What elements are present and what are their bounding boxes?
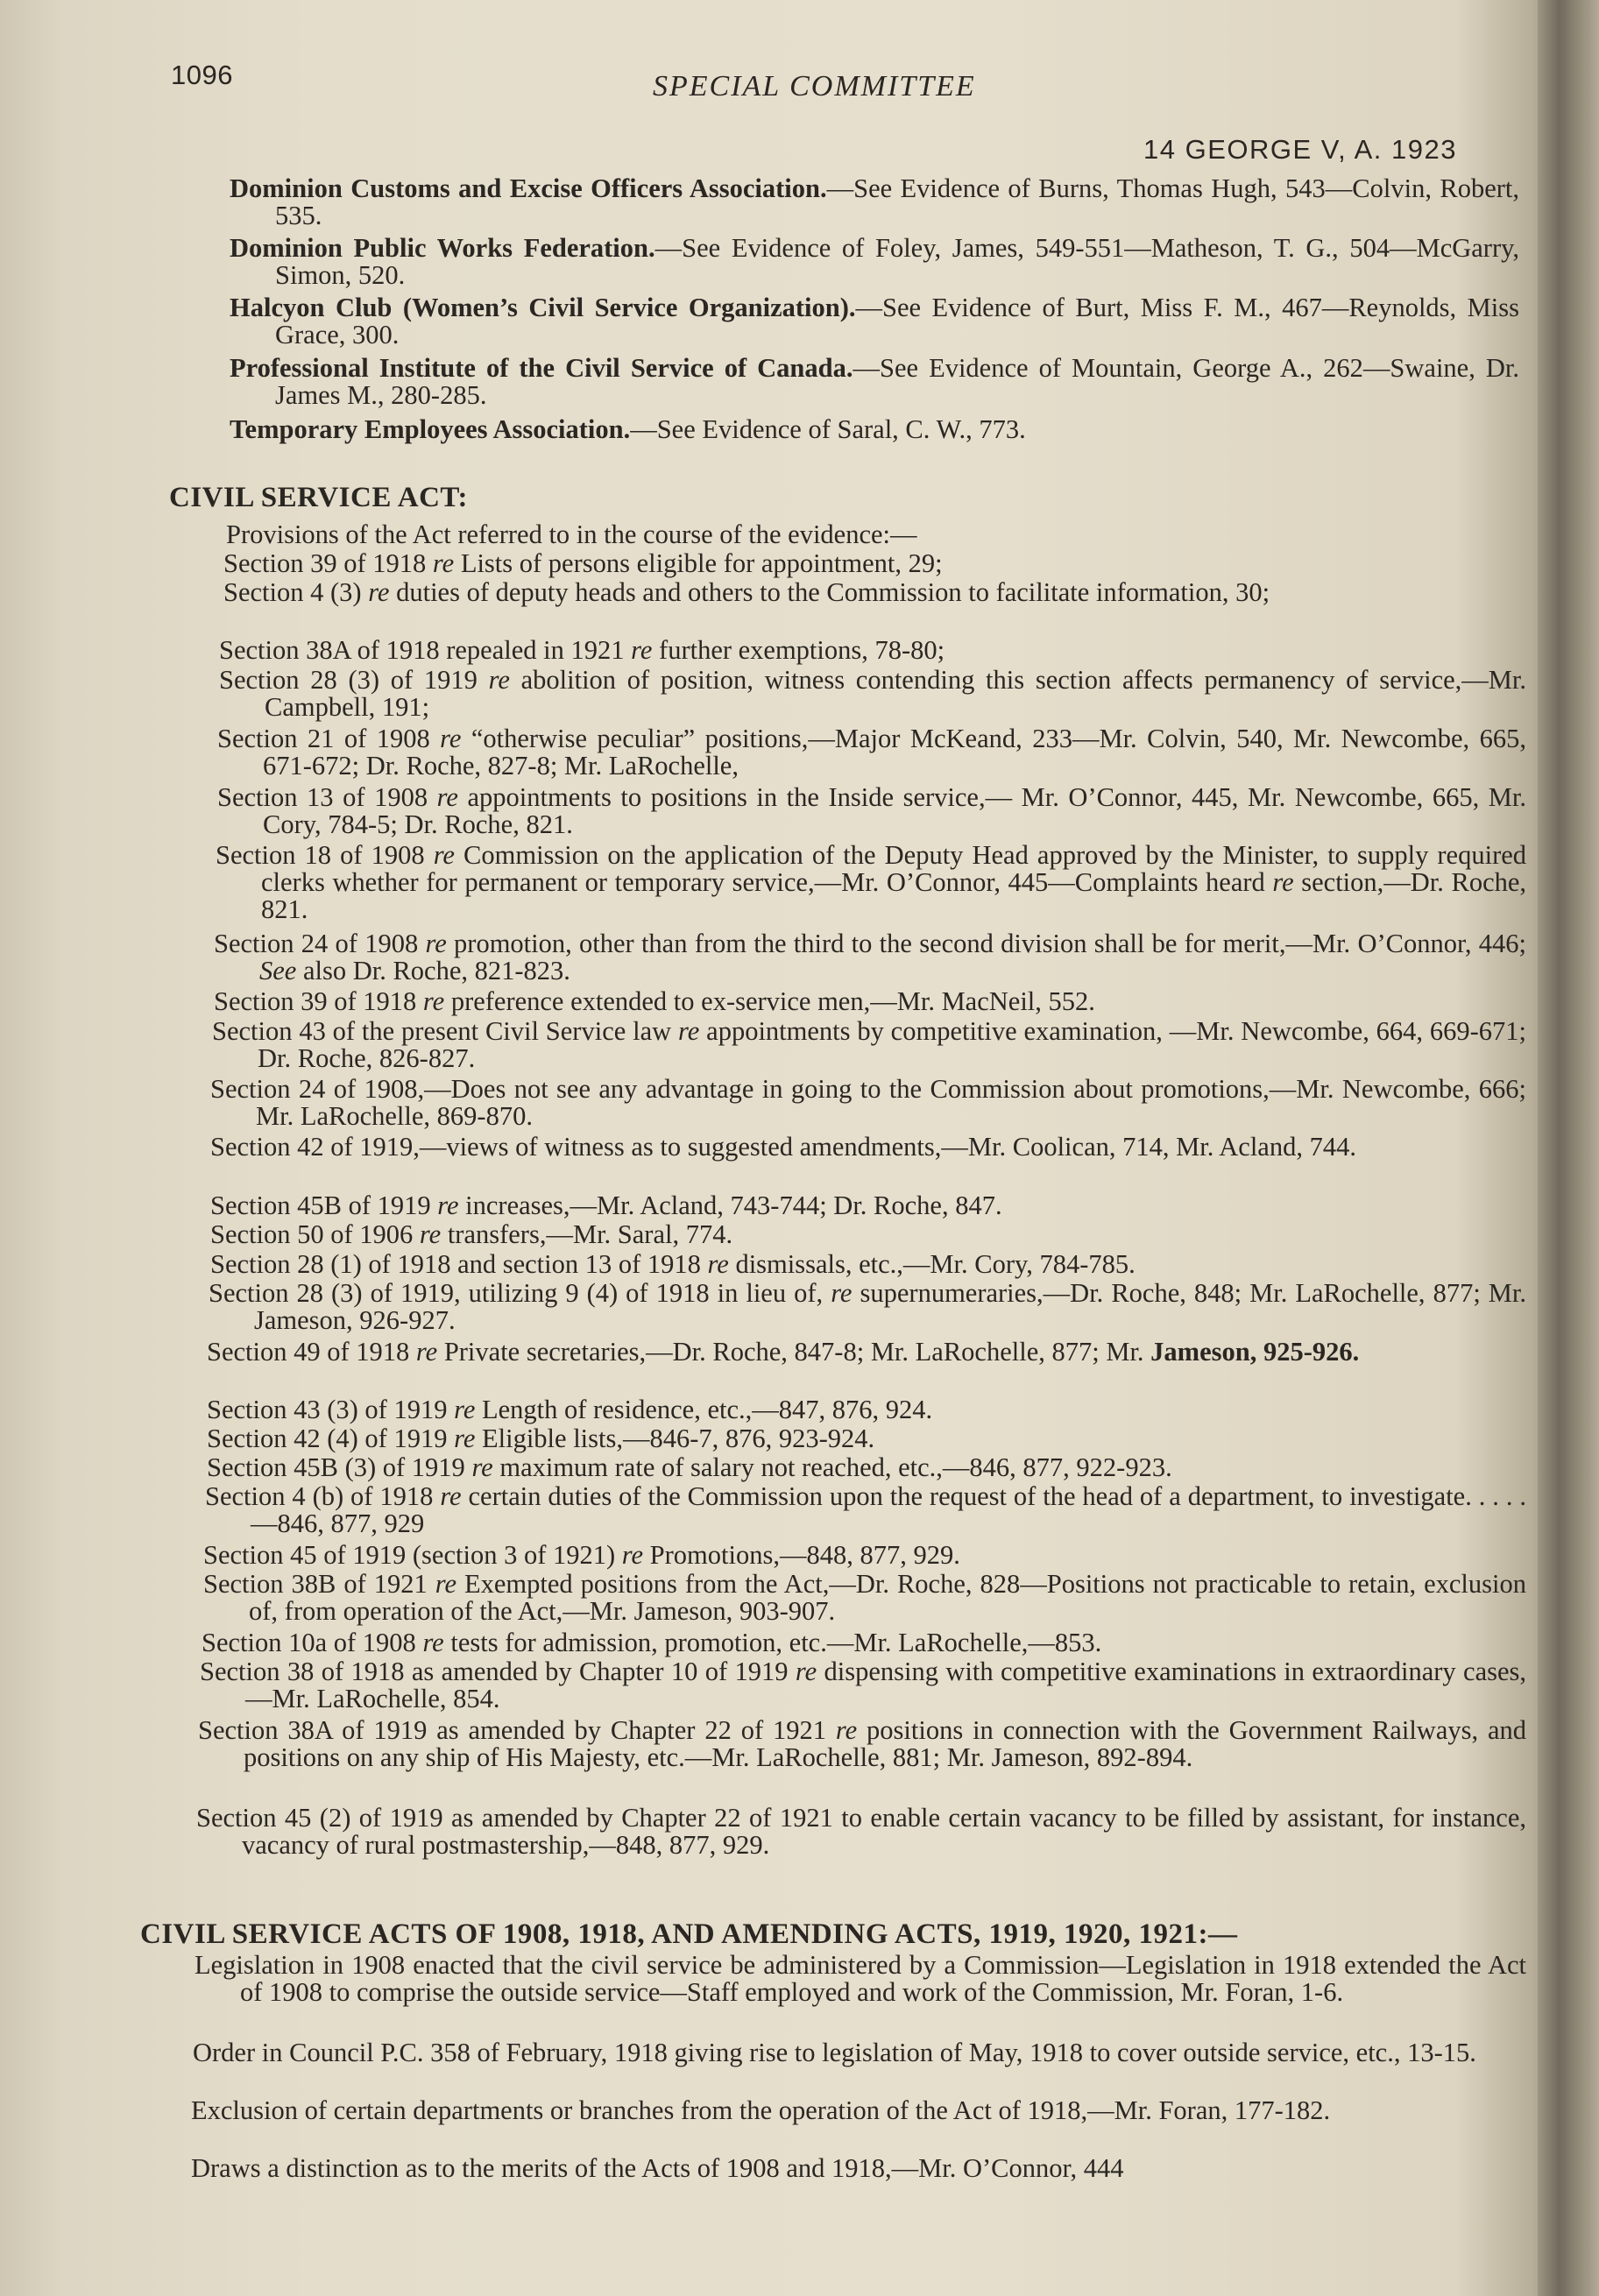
re-word: re [419,1219,442,1249]
re-word: re [621,1540,644,1570]
index-entry: Section 28 (1) of 1918 and section 13 of 1918 re dismissals, etc.,—Mr. Cory, 784-785. [210,1249,1136,1279]
index-entry: Provisions of the Act referred to in the course of the evidence:— [226,519,917,549]
index-entry: Section 42 of 1919,—views of witness as to suggested amendments,—Mr. Coolican, 714, Mr. Acland, 744. [210,1132,1356,1162]
index-entry: Section 39 of 1918 re Lists of persons eligible for appointment, 29; [223,548,943,578]
index-entry: Section 21 of 1908 re “otherwise peculiar” positions,—Major McKeand, 233—Mr. Colvin, 540, Mr. Newcombe, 665, 671-672; Dr. Roche, 827-8; Mr. LaRochelle, [217,724,1526,781]
index-entry: Section 49 of 1918 re Private secretaries,—Dr. Roche, 847-8; Mr. LaRochelle, 877; Mr. Jameson, 925-926. [207,1337,1360,1367]
re-word: re [436,782,458,812]
index-entry: Section 24 of 1908,—Does not see any advantage in going to the Commission about promotions,—Mr. Newcombe, 666; Mr. LaRochelle, 869-870. [210,1074,1526,1131]
association-entry: Dominion Customs and Excise Officers Association.—See Evidence of Burns, Thomas Hugh, 543—Colvin, Robert, 535. [230,173,1519,230]
index-entry: Section 50 of 1906 re transfers,—Mr. Saral, 774. [210,1219,733,1249]
index-entry: Exclusion of certain departments or branches from the operation of the Act of 1918,—Mr. Foran, 177-182. [191,2095,1331,2125]
re-word: re [425,929,447,958]
index-entry: Section 45 of 1919 (section 3 of 1921) re Promotions,—848, 877, 929. [203,1540,960,1570]
re-word: re [422,1628,444,1657]
index-entry: Section 38B of 1921 re Exempted positions from the Act,—Dr. Roche, 828—Positions not practicable to retain, exclusion of, from operation of the Act,—Mr. Jameson, 903-907. [203,1569,1527,1626]
index-entry: Section 43 (3) of 1919 re Length of residence, etc.,—847, 876, 924. [207,1395,933,1424]
re-word: re [454,1424,476,1453]
index-entry: Order in Council P.C. 358 of February, 1918 giving rise to legislation of May, 1918 to cover outside service, etc., 13-15. [193,2038,1476,2067]
re-word: re [440,1481,462,1511]
section-heading: CIVIL SERVICE ACT: [169,482,468,513]
index-entry: Section 28 (3) of 1919 re abolition of position, witness contending this section affects permanency of service,—Mr. Campbell, 191; [219,665,1526,722]
page-number: 1096 [171,60,233,90]
index-entry: Section 45 (2) of 1919 as amended by Chapter 22 of 1921 to enable certain vacancy to be filled by assistant, for instance, vacancy of rural postmastership,—848, 877, 929. [196,1803,1526,1860]
re-word: re [488,665,510,695]
re-word: re [831,1278,853,1308]
association-entry: Temporary Employees Association.—See Evidence of Saral, C. W., 773. [230,414,1026,444]
index-entry: Section 18 of 1908 re Commission on the application of the Deputy Head approved by the Minister, to supply required clerks whether for permanent or temporary service,—Mr. O’Connor, 445—Complaints heard re section,—Dr. Roche, 821. [216,840,1527,924]
index-entry: Section 13 of 1908 re appointments to positions in the Inside service,— Mr. O’Connor, 445, Mr. Newcombe, 665, Mr. Cory, 784-5; Dr. Roche, 821. [217,782,1526,839]
index-entry: Section 43 of the present Civil Service law re appointments by competitive examination, —Mr. Newcombe, 664, 669-671; Dr. Roche, 826-827. [212,1016,1527,1073]
index-entry: Legislation in 1908 enacted that the civil service be administered by a Commission—Legislation in 1918 extended the Act of 1908 to comprise the outside service—Staff employed and work of the Commission, Mr. Foran, 1-6. [195,1950,1526,2007]
re-word: re [1272,867,1294,897]
re-word: re [368,577,390,607]
re-word: re [707,1249,729,1279]
re-word: re [415,1337,438,1367]
re-word: re [440,724,462,753]
index-entry: Section 38A of 1918 repealed in 1921 re further exemptions, 78-80; [219,635,945,665]
index-entry: Section 4 (3) re duties of deputy heads and others to the Commission to facilitate information, 30; [223,577,1270,607]
index-entry: Section 4 (b) of 1918 re certain duties of the Commission upon the request of the head of a department, to investigate. . . . .—846, 877, 929 [205,1481,1527,1538]
index-entry: Section 24 of 1908 re promotion, other than from the third to the second division shall be for merit,—Mr. O’Connor, 446; See also Dr. Roche, 821-823. [214,929,1527,986]
re-word: re [433,840,455,870]
index-entry: Section 39 of 1918 re preference extended to ex-service men,—Mr. MacNeil, 552. [214,986,1095,1016]
book-spine [1538,0,1599,2296]
index-entry: Section 45B (3) of 1919 re maximum rate of salary not reached, etc.,—846, 877, 922-923. [207,1452,1172,1482]
association-entry: Dominion Public Works Federation.—See Evidence of Foley, James, 549-551—Matheson, T. G., 504—McGarry, Simon, 520. [230,233,1520,290]
re-word: re [432,548,455,578]
index-entry: Section 38A of 1919 as amended by Chapter 22 of 1921 re positions in connection with the Government Railways, and positions on any ship of His Majesty, etc.—Mr. LaRochelle, 881; Mr. Jameson, 892-894. [198,1715,1527,1772]
re-word: re [422,986,445,1016]
association-entry: Professional Institute of the Civil Service of Canada.—See Evidence of Mountain, George A., 262—Swaine, Dr. James M., 280-285. [230,353,1520,410]
index-entry: Section 38 of 1918 as amended by Chapter 10 of 1919 re dispensing with competitive examinations in extraordinary cases,—Mr. LaRochelle, 854. [200,1657,1527,1713]
index-entry: Section 42 (4) of 1919 re Eligible lists,—846-7, 876, 923-924. [207,1424,875,1453]
index-entry: Draws a distinction as to the merits of the Acts of 1908 and 1918,—Mr. O’Connor, 444 [191,2153,1124,2183]
re-word: re [437,1190,459,1220]
index-entry: Section 10a of 1908 re tests for admission, promotion, etc.—Mr. LaRochelle,—853. [202,1628,1102,1657]
index-entry: Section 28 (3) of 1919, utilizing 9 (4) of 1918 in lieu of, re supernumeraries,—Dr. Roche, 848; Mr. LaRochelle, 877; Mr. Jameson, 926-927. [209,1278,1527,1335]
re-word: re [678,1016,700,1046]
re-word: re [631,635,653,665]
re-word: re [454,1395,476,1424]
section-heading: CIVIL SERVICE ACTS OF 1908, 1918, AND AMENDING ACTS, 1919, 1920, 1921:— [140,1918,1238,1950]
re-word: re [435,1569,457,1599]
session-label: 14 GEORGE V, A. 1923 [1143,134,1457,165]
re-word: re [835,1715,858,1745]
running-title: SPECIAL COMMITTEE [653,70,976,102]
re-word: re [471,1452,493,1482]
association-entry: Halcyon Club (Women’s Civil Service Organization).—See Evidence of Burt, Miss F. M., 467—Reynolds, Miss Grace, 300. [230,293,1519,350]
re-word: re [795,1657,817,1686]
index-entry: Section 45B of 1919 re increases,—Mr. Acland, 743-744; Dr. Roche, 847. [210,1190,1002,1220]
